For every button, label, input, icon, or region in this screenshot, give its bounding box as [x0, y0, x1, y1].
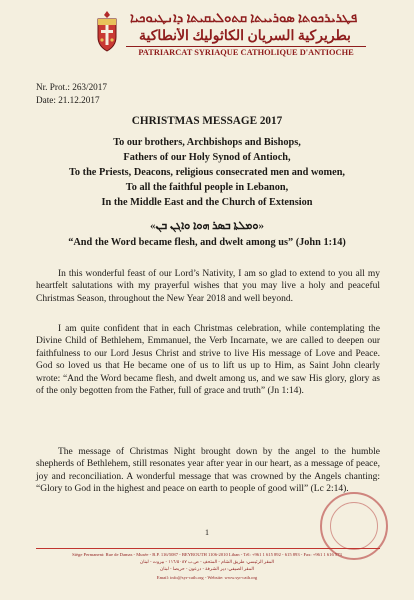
verse-syriac: «ܘܡܠܬܐ ܒܣܪ ܗܘܐ ܘܐܓܢ ܒܢ»	[150, 220, 264, 232]
verse-english: “And the Word became flesh, and dwelt among us” (John 1:14)	[68, 237, 346, 248]
footer-divider	[36, 548, 380, 549]
footer-summer-ar: المقر الصيفي: دير الشرفة - درعون - حريصا - لبنان	[159, 566, 255, 571]
addressee-line: To our brothers, Archbishops and Bishops,	[113, 137, 301, 148]
addressee-line: Fathers of our Holy Synod of Antioch,	[123, 152, 291, 163]
page-number: 1	[205, 528, 209, 537]
addressee-line: In the Middle East and the Church of Extension	[101, 197, 313, 208]
body-paragraph	[36, 268, 380, 305]
body-paragraph	[36, 323, 380, 397]
body-paragraph	[36, 446, 380, 496]
letterhead-french: PATRIARCAT SYRIAQUE CATHOLIQUE D'ANTIOCHE	[138, 48, 354, 57]
footer-address-en: Siège Permanent: Rue de Damas - Musée - B.P. 116/5087 - BEYROUTH 1106-2010 Liban - Tél: +961 1 615 892 - 615 893 - Fax: +961 1 616 573	[72, 552, 342, 557]
letter-date: Date: 21.12.2017	[36, 95, 100, 105]
footer-address-ar: المقر الرئيسي: طريق الشام - المتحف - ص.ب ١١٦/٥٠٨٧ - بيروت - لبنان	[139, 559, 275, 564]
footer-contact: Email: info@syr-cath.org - Website: www.syr-cath.org	[156, 575, 258, 580]
letterhead-arabic: بطريركية السريان الكاثوليك الأنطاكية	[139, 29, 351, 44]
addressee-line: To the Priests, Deacons, religious consecrated men and women,	[69, 167, 345, 178]
message-title: CHRISTMAS MESSAGE 2017	[131, 115, 283, 127]
paragraph-text: The message of Christmas Night brought down by the angel to the humble shepherds of Bethlehem, still resonates year after year in our heart, as a message of peace, joy and reconciliation. A wonderful message that was crowned by the Angels chanting: “Glory to God in the highest and peace on earth to people of good will” (Lc 2:14).	[36, 447, 380, 495]
official-stamp-icon	[320, 492, 388, 560]
patriarchate-crest-icon	[92, 10, 122, 54]
letterhead-divider	[126, 46, 366, 47]
protocol-number: Nr. Prot.: 263/2017	[36, 82, 107, 92]
letterhead-syriac: ܦܛܪܝܪܟܘܬܐ ܣܘܪܝܝܬܐ ܩܬܘܠܝܩܝܬܐ ܕܐܢܛܝܘܟܝܐ	[130, 10, 358, 25]
addressee-line: To all the faithful people in Lebanon,	[125, 182, 289, 193]
paragraph-text: In this wonderful feast of our Lord’s Nativity, I am so glad to extend to you all my heartfelt salutations with my prayerful wishes that you may live a holy and peaceful Christmas Season, throughout the New Year 2018 and well beyond.	[36, 269, 380, 304]
paragraph-text: I am quite confident that in each Christmas celebration, while contemplating the Divine Child of Bethlehem, Emmanuel, the Verb Incarnate, we are called to deepen our faithfulness to our Lord Jesus Christ and strive to live His message of Love and Peace. God so loved us that He became one of us to lift us up to Him, as Saint John clearly wrote: “And the Word became flesh, and dwelt among us, and we saw His glory, glory as of the only begotten from the Father, full of grace and truth” (Jn 1:14).	[36, 324, 380, 397]
